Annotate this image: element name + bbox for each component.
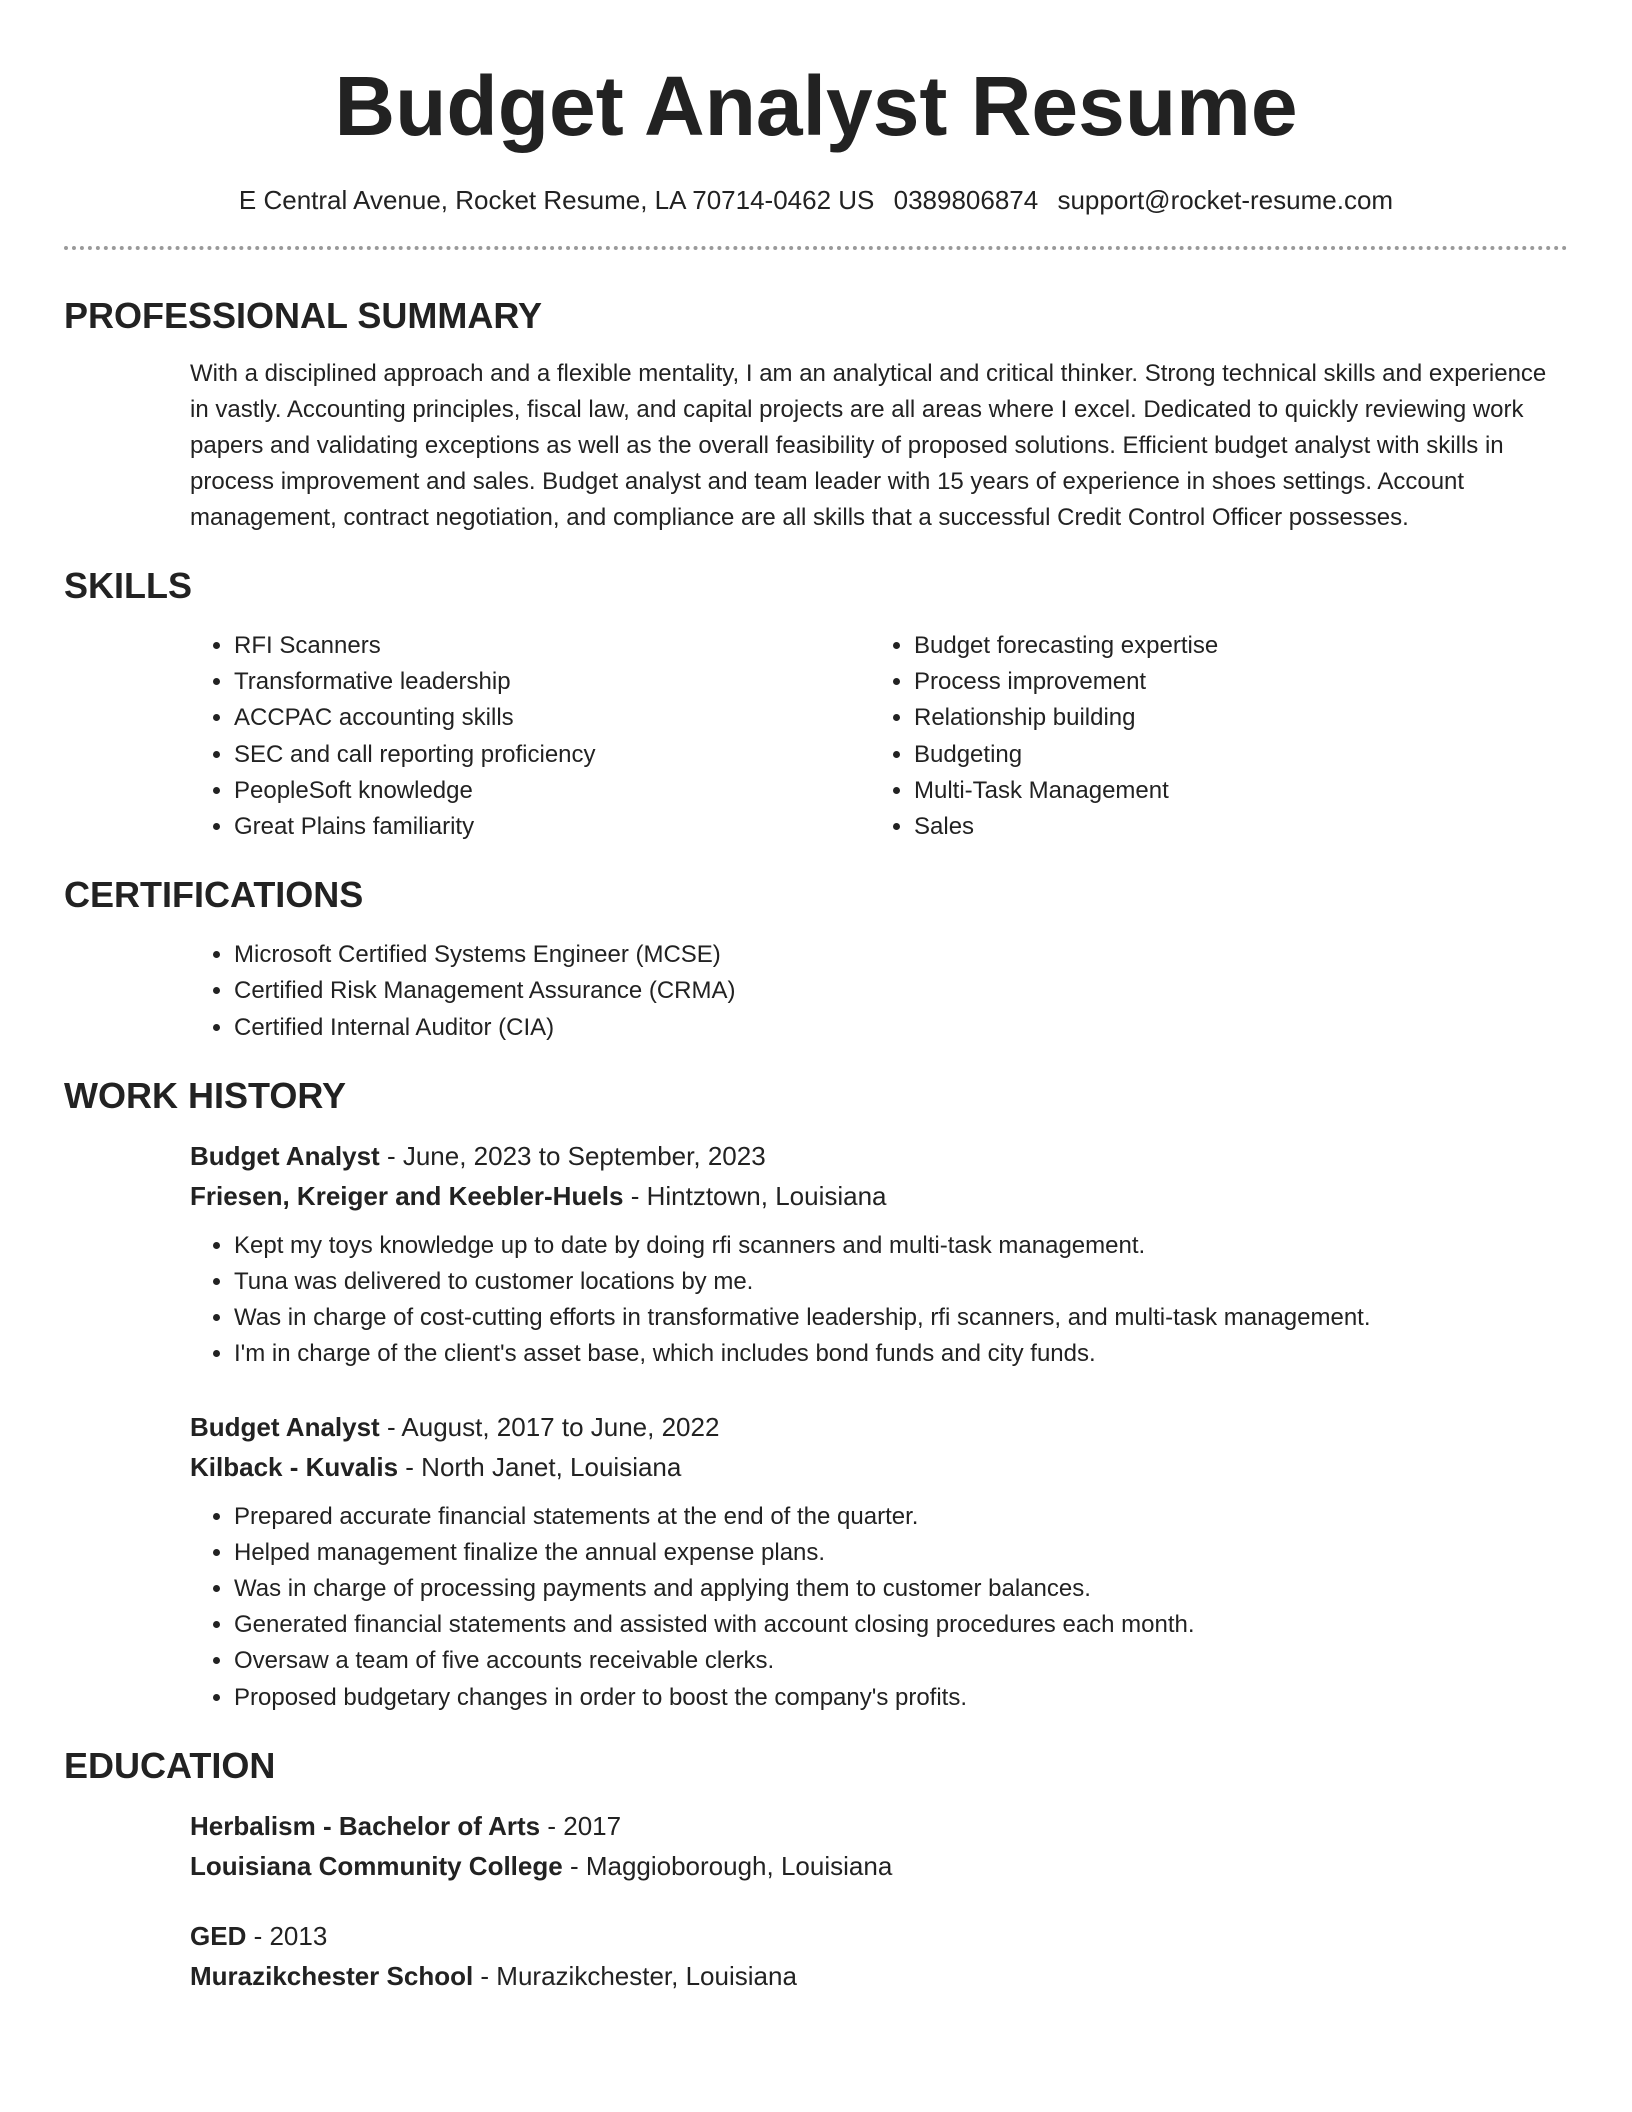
header-divider xyxy=(64,246,1568,250)
certification-item: • Certified Risk Management Assurance (CRMA) xyxy=(234,973,1568,1009)
job-duty: • Kept my toys knowledge up to date by doing rfi scanners and multi-task management. xyxy=(234,1228,1568,1264)
education-location: - Maggioborough, Louisiana xyxy=(562,1850,893,1881)
job-company-line xyxy=(190,1176,1568,1216)
job-title-line xyxy=(190,1407,1568,1447)
education-school-line xyxy=(190,1846,1568,1886)
education-entry xyxy=(190,1806,1568,1886)
job-duties xyxy=(190,1499,1568,1716)
work-history-section xyxy=(64,1074,1568,1716)
job-duty: • Proposed budgetary changes in order to boost the company's profits. xyxy=(234,1680,1568,1716)
job-title-line xyxy=(190,1136,1568,1176)
skill-item: • RFI Scanners xyxy=(234,628,870,664)
skill-item: • PeopleSoft knowledge xyxy=(234,773,870,809)
contact-email: support@rocket-resume.com xyxy=(1057,185,1394,215)
education-degree: Herbalism - Bachelor of Arts xyxy=(190,1810,541,1841)
job-dates: - June, 2023 to September, 2023 xyxy=(379,1140,766,1171)
certifications-heading: CERTIFICATIONS xyxy=(64,874,364,916)
education-degree-line xyxy=(190,1916,1568,1956)
skills-section xyxy=(64,564,1568,845)
summary-section xyxy=(64,294,1568,536)
skill-item: • SEC and call reporting proficiency xyxy=(234,737,870,773)
skill-item: • Sales xyxy=(914,809,1550,845)
work-history-heading: WORK HISTORY xyxy=(64,1074,347,1116)
job-company: Friesen, Kreiger and Keebler-Huels xyxy=(190,1180,624,1211)
skill-item: • ACCPAC accounting skills xyxy=(234,700,870,736)
skill-item: • Multi-Task Management xyxy=(914,773,1550,809)
job-location: - Hintztown, Louisiana xyxy=(623,1180,887,1211)
job-title: Budget Analyst xyxy=(190,1411,380,1442)
job-duty: • Tuna was delivered to customer locations by me. xyxy=(234,1264,1568,1300)
skills-column-right xyxy=(870,628,1550,845)
job-duty: • Generated financial statements and assisted with account closing procedures each month. xyxy=(234,1607,1568,1643)
education-school: Murazikchester School xyxy=(190,1960,474,1991)
certifications-list xyxy=(190,937,1568,1046)
education-degree-line xyxy=(190,1806,1568,1846)
skill-item: • Transformative leadership xyxy=(234,664,870,700)
summary-heading: PROFESSIONAL SUMMARY xyxy=(64,295,543,336)
summary-text: With a disciplined approach and a flexible mentality, I am an analytical and critical thinker. Strong technical skills and experience in vastly. Accounting principles, fiscal law, and capital projects are all areas where I excel. Dedicated to quickly reviewing work papers and validating exceptions as well as the overall feasibility of proposed solutions. Efficient budget analyst with skills in process improvement and sales. Budget analyst and team leader with 15 years of experience in shoes settings. Account management, contract negotiation, and compliance are all skills that a successful Credit Control Officer possesses. xyxy=(190,360,1547,531)
certification-item: • Certified Internal Auditor (CIA) xyxy=(234,1010,1568,1046)
job-entry xyxy=(190,1407,1568,1716)
education-heading: EDUCATION xyxy=(64,1744,276,1786)
skill-item: • Process improvement xyxy=(914,664,1550,700)
skills-heading: SKILLS xyxy=(64,565,193,606)
education-degree: GED xyxy=(190,1920,247,1951)
resume-page xyxy=(64,0,1568,1996)
job-title: Budget Analyst xyxy=(190,1140,380,1171)
job-duty: • Oversaw a team of five accounts receivable clerks. xyxy=(234,1643,1568,1679)
skill-item: • Budgeting xyxy=(914,737,1550,773)
job-company: Kilback - Kuvalis xyxy=(190,1451,399,1482)
skill-item: • Budget forecasting expertise xyxy=(914,628,1550,664)
education-school: Louisiana Community College xyxy=(190,1850,563,1881)
job-location: - North Janet, Louisiana xyxy=(398,1451,682,1482)
job-duty: • Was in charge of processing payments and applying them to customer balances. xyxy=(234,1571,1568,1607)
contact-line xyxy=(64,182,1568,218)
job-duty: • Was in charge of cost-cutting efforts in transformative leadership, rfi scanners, and multi-task management. xyxy=(234,1300,1568,1336)
job-entry xyxy=(190,1136,1568,1373)
resume-title: Budget Analyst Resume xyxy=(334,59,1298,153)
education-entry xyxy=(190,1916,1568,1996)
certifications-list-wrap xyxy=(190,937,1568,1046)
job-dates: - August, 2017 to June, 2022 xyxy=(379,1411,720,1442)
education-year: - 2013 xyxy=(246,1920,328,1951)
skill-item: • Relationship building xyxy=(914,700,1550,736)
job-duty: • Prepared accurate financial statements at the end of the quarter. xyxy=(234,1499,1568,1535)
skill-item: • Great Plains familiarity xyxy=(234,809,870,845)
education-year: - 2017 xyxy=(540,1810,622,1841)
job-duty: • Helped management finalize the annual expense plans. xyxy=(234,1535,1568,1571)
skills-column-left xyxy=(190,628,870,845)
job-duties xyxy=(190,1228,1568,1373)
job-company-line xyxy=(190,1447,1568,1487)
education-section xyxy=(64,1744,1568,1996)
education-school-line xyxy=(190,1956,1568,1996)
contact-address: E Central Avenue, Rocket Resume, LA 70714-0462 US xyxy=(238,185,875,215)
certification-item: • Microsoft Certified Systems Engineer (MCSE) xyxy=(234,937,1568,973)
contact-phone: 0389806874 xyxy=(893,185,1039,215)
education-location: - Murazikchester, Louisiana xyxy=(473,1960,797,1991)
job-duty: • I'm in charge of the client's asset base, which includes bond funds and city funds. xyxy=(234,1336,1568,1372)
skills-grid xyxy=(190,628,1568,845)
certifications-section xyxy=(64,873,1568,1046)
